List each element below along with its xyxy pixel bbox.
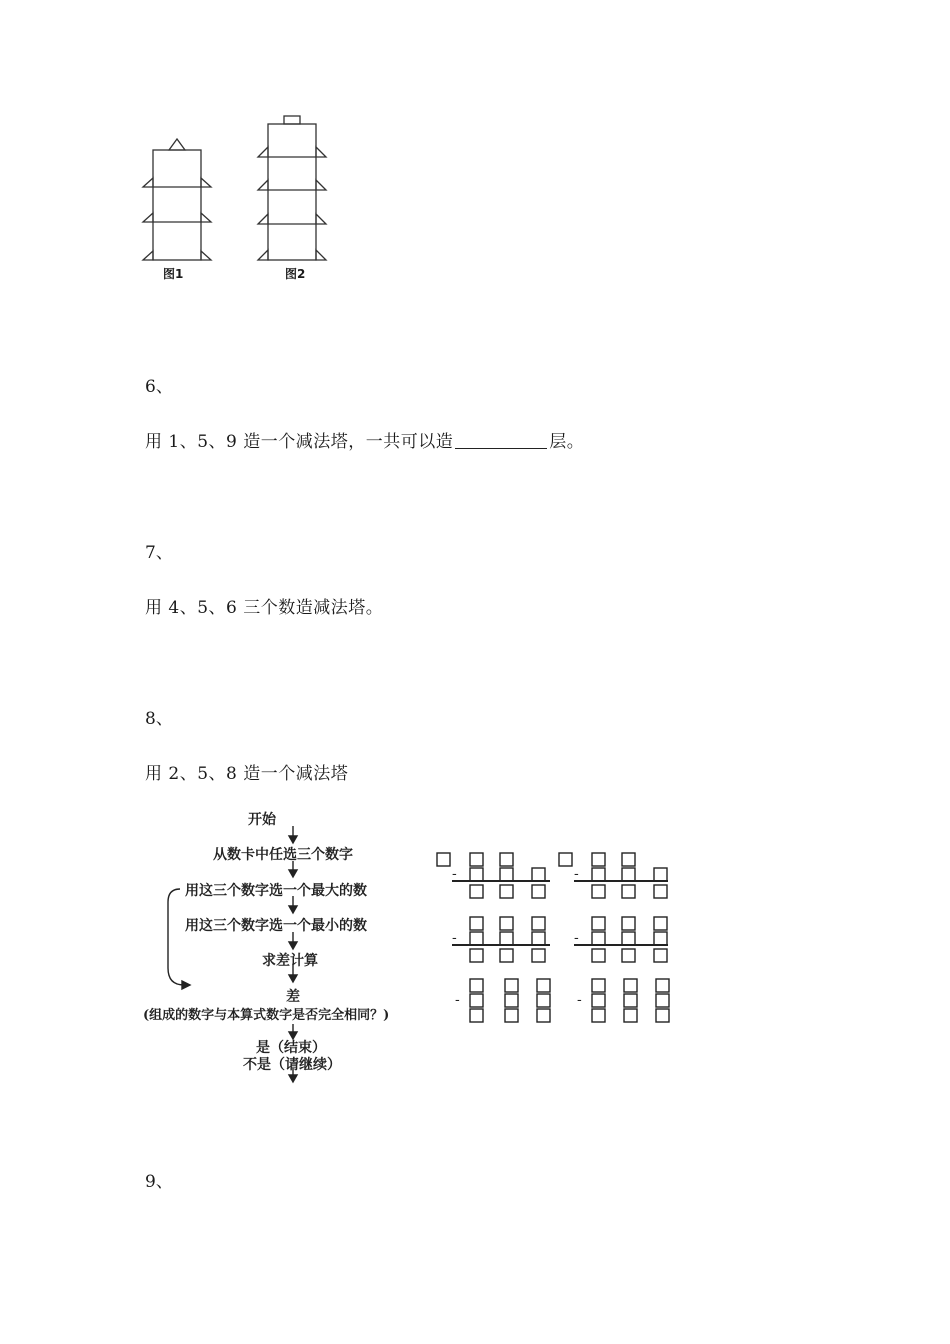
- minus-sign: -: [455, 992, 460, 1008]
- flow-yes: 是（结束）: [256, 1040, 326, 1056]
- question-6-text-after: 层。: [549, 432, 585, 452]
- flow-no: 不是（请继续）: [243, 1057, 341, 1073]
- flow-start: 开始: [248, 812, 276, 828]
- flow-step-2: 用这三个数字选一个最大的数: [185, 883, 367, 899]
- minus-sign: -: [452, 866, 457, 882]
- minus-sign: -: [574, 930, 579, 946]
- question-8-text: 用 2、5、8 造一个减法塔: [145, 764, 349, 784]
- flow-question: (组成的数字与本算式数字是否完全相同？): [143, 1008, 390, 1023]
- flow-step-4: 求差计算: [262, 953, 318, 969]
- question-8-number: 8、: [145, 709, 173, 729]
- fig2-caption: 图2: [285, 267, 306, 281]
- question-7-text: 用 4、5、6 三个数造减法塔。: [145, 598, 384, 618]
- question-6-text: [145, 427, 584, 452]
- flow-step-1: 从数卡中任选三个数字: [213, 847, 353, 863]
- box-grid: [437, 853, 669, 1022]
- question-7-number: 7、: [145, 543, 173, 563]
- minus-sign: -: [577, 992, 582, 1008]
- tower-2: [258, 116, 326, 260]
- tower-1: [143, 139, 211, 260]
- flow-step-5: 差: [286, 989, 300, 1005]
- minus-sign: -: [452, 930, 457, 946]
- fig1-caption: 图1: [163, 267, 184, 281]
- question-6-number: 6、: [145, 377, 173, 397]
- answer-blank[interactable]: [455, 432, 547, 449]
- flow-step-3: 用这三个数字选一个最小的数: [185, 918, 367, 934]
- question-9-number: 9、: [145, 1172, 173, 1192]
- minus-sign: -: [574, 866, 579, 882]
- question-6-text-before: 用 1、5、9 造一个减法塔，一共可以造: [145, 432, 454, 452]
